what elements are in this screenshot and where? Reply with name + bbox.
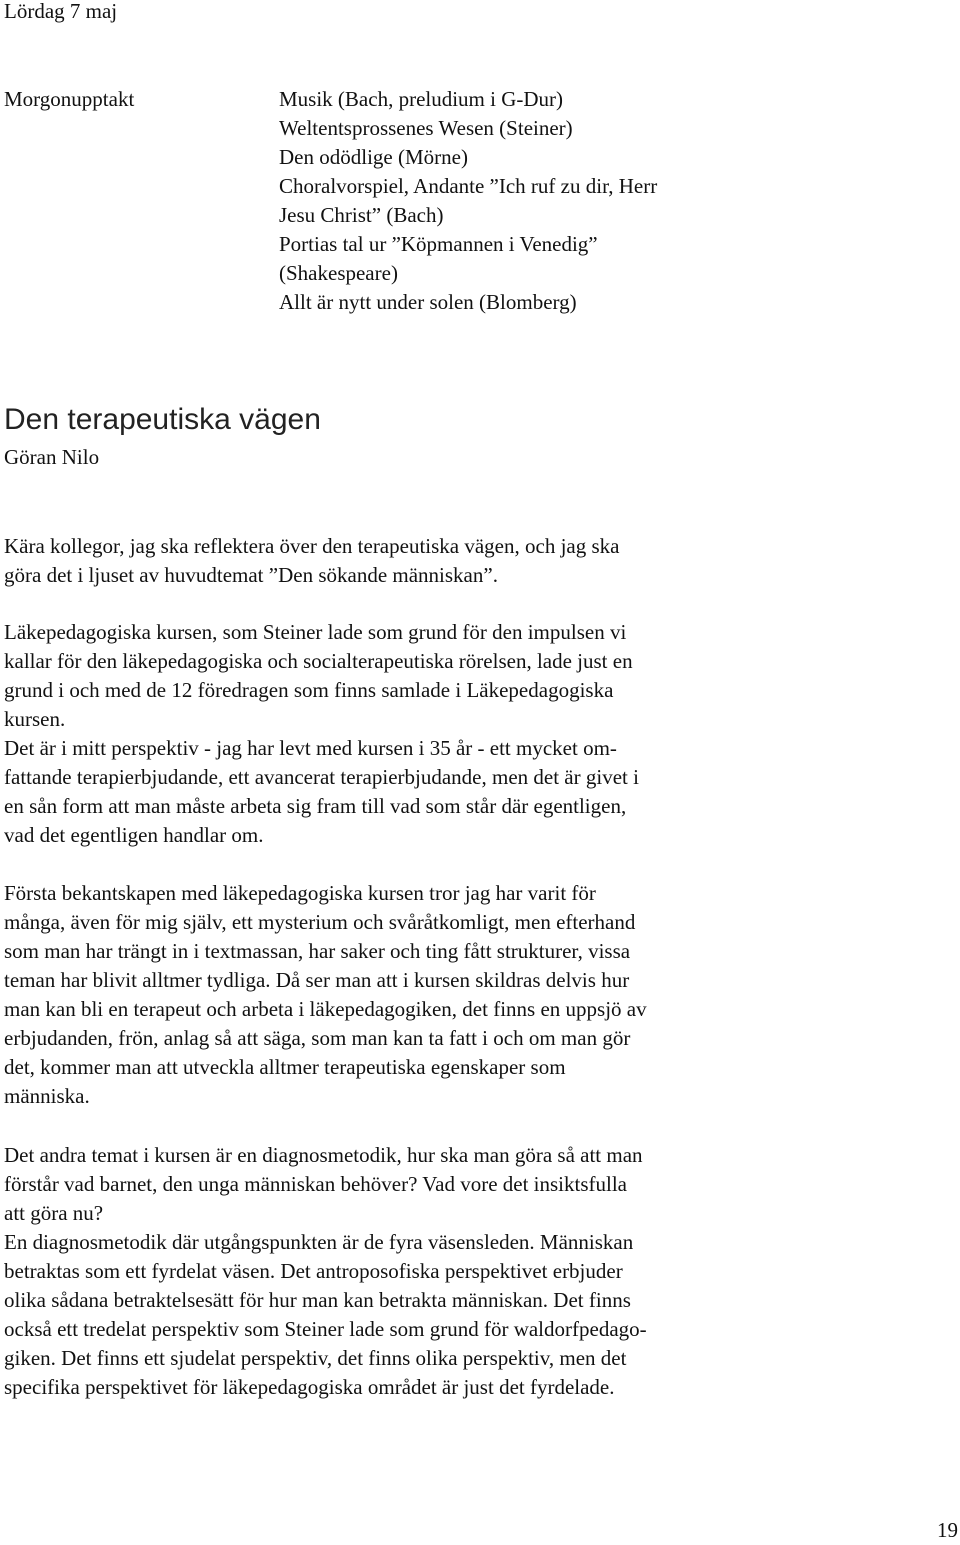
text-line: giken. Det finns ett sjudelat perspektiv, det finns olika perspektiv, men det: [4, 1346, 627, 1370]
text-line: specifika perspektivet för läkepedagogiska området är just det fyrdelade.: [4, 1375, 615, 1399]
paragraph: [4, 618, 954, 850]
text-line: Det andra temat i kursen är en diagnosmetodik, hur ska man göra så att man: [4, 1143, 643, 1167]
paragraph: [4, 532, 954, 590]
text-line: erbjudanden, frön, anlag så att säga, som man kan ta fatt i och om man gör: [4, 1026, 631, 1050]
program-item: Musik (Bach, preludium i G-Dur): [279, 87, 564, 111]
session-label: Morgonupptakt: [4, 87, 135, 111]
text-line: grund i och med de 12 föredragen som finns samlade i Läkepedagogiska: [4, 678, 614, 702]
text-line: kursen.: [4, 707, 66, 731]
text-line: att göra nu?: [4, 1201, 104, 1225]
text-line: kallar för den läkepedagogiska och socialterapeutiska rörelsen, lade just en: [4, 649, 633, 673]
text-line: vad det egentligen handlar om.: [4, 823, 264, 847]
article-author: Göran Nilo: [4, 445, 100, 469]
text-line: man kan bli en terapeut och arbeta i läkepedagogiken, det finns en uppsjö av: [4, 997, 647, 1021]
text-line: också ett tredelat perspektiv som Steiner lade som grund för waldorfpedago-: [4, 1317, 647, 1341]
text-line: Läkepedagogiska kursen, som Steiner lade som grund för den impulsen vi: [4, 620, 627, 644]
text-line: fattande terapierbjudande, ett avancerat terapierbjudande, men det är givet i: [4, 765, 639, 789]
text-line: Första bekantskapen med läkepedagogiska kursen tror jag har varit för: [4, 881, 596, 905]
program-item: Allt är nytt under solen (Blomberg): [279, 290, 577, 314]
program-item: Weltentsprossenes Wesen (Steiner): [279, 116, 573, 140]
text-line: människa.: [4, 1084, 90, 1108]
program-item: Choralvorspiel, Andante ”Ich ruf zu dir, Herr: [279, 174, 658, 198]
text-line: Kära kollegor, jag ska reflektera över den terapeutiska vägen, och jag ska: [4, 534, 620, 558]
text-line: som man har trängt in i textmassan, har saker och ting fått strukturer, vissa: [4, 939, 631, 963]
text-line: Det är i mitt perspektiv - jag har levt med kursen i 35 år - ett mycket om-: [4, 736, 617, 760]
article-title: Den terapeutiska vägen: [4, 403, 321, 436]
paragraph: [4, 1141, 954, 1402]
program-item: Den odödlige (Mörne): [279, 145, 468, 169]
text-line: förstår vad barnet, den unga människan behöver? Vad vore det insiktsfulla: [4, 1172, 628, 1196]
text-line: teman har blivit alltmer tydliga. Då ser man att i kursen skildras delvis hur: [4, 968, 630, 992]
text-line: en sån form att man måste arbeta sig fram till vad som står där egentligen,: [4, 794, 627, 818]
text-line: olika sådana betraktelsesätt för hur man kan betrakta människan. Det finns: [4, 1288, 631, 1312]
text-line: betraktas som ett fyrdelat väsen. Det antroposofiska perspektivet erbjuder: [4, 1259, 623, 1283]
date-heading: Lördag 7 maj: [4, 0, 118, 23]
program-item: Jesu Christ” (Bach): [279, 203, 444, 227]
text-line: En diagnosmetodik där utgångspunkten är de fyra väsensleden. Människan: [4, 1230, 634, 1254]
program-item: Portias tal ur ”Köpmannen i Venedig”: [279, 232, 598, 256]
program-list: [279, 85, 779, 317]
text-line: göra det i ljuset av huvudtemat ”Den sökande människan”.: [4, 563, 498, 587]
text-line: många, även för mig själv, ett mysterium och svåråtkomligt, men efterhand: [4, 910, 636, 934]
program-item: (Shakespeare): [279, 261, 398, 285]
paragraph: [4, 879, 954, 1111]
page-number: 19: [937, 1518, 958, 1542]
text-line: det, kommer man att utveckla alltmer terapeutiska egenskaper som: [4, 1055, 566, 1079]
